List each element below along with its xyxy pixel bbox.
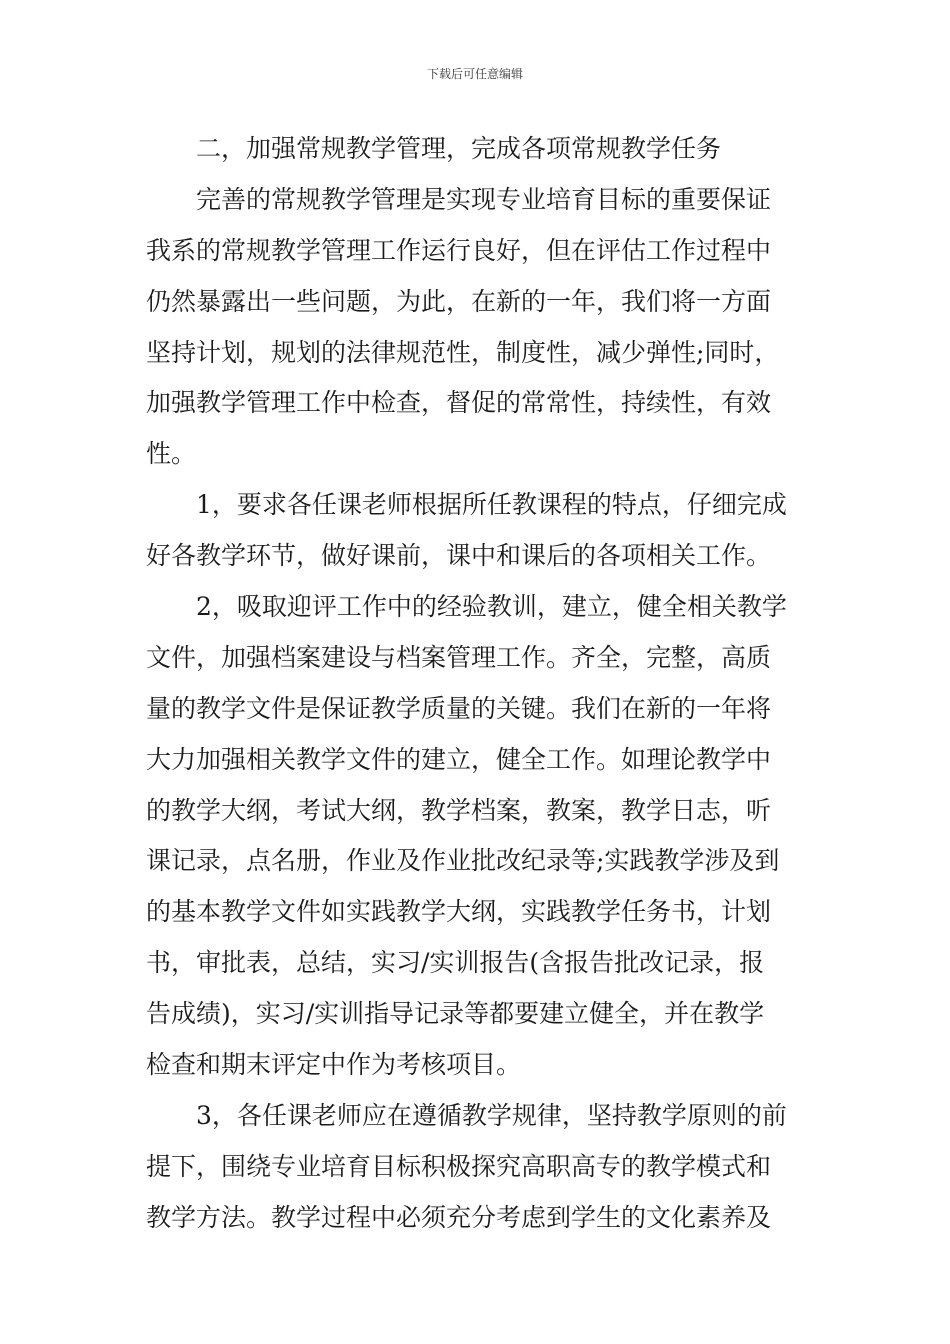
list-item-2-line: 书，审批表，总结，实习/实训报告(含报告批改记录，报: [146, 948, 765, 978]
list-item-1-line: 好各教学环节，做好课前，课中和课后的各项相关工作。: [146, 541, 772, 571]
document-body: [146, 124, 816, 1244]
list-item-2-line: 大力加强相关教学文件的建立，健全工作。如理论教学中: [146, 744, 772, 774]
list-item-3-line: 提下，围绕专业培育目标积极探究高职高专的教学模式和: [146, 1151, 772, 1181]
list-item-2-line: 课记录，点名册，作业及作业批改纪录等;实践教学涉及到: [146, 846, 780, 876]
list-item-1-line: 1，要求各任课老师根据所任教课程的特点，仔细完成: [196, 490, 787, 520]
list-item-2-line: 的基本教学文件如实践教学大纲，实践教学任务书，计划: [146, 897, 772, 927]
list-item-3-line: 教学方法。教学过程中必须充分考虑到学生的文化素养及: [146, 1202, 772, 1232]
paragraph-line: 加强教学管理工作中检查，督促的常常性，持续性，有效: [146, 388, 772, 418]
paragraph-line: 坚持计划，规划的法律规范性，制度性，减少弹性;同时，: [146, 337, 780, 367]
list-item-3-line: 3，各任课老师应在遵循教学规律，坚持教学原则的前: [196, 1100, 787, 1130]
paragraph-line: 性。: [146, 439, 197, 469]
list-item-2-line: 检查和期末评定中作为考核项目。: [146, 1050, 522, 1080]
list-item-2-line: 文件，加强档案建设与档案管理工作。齐全，完整，高质: [146, 642, 772, 672]
paragraph-line: 我系的常规教学管理工作运行良好，但在评估工作过程中: [146, 235, 772, 265]
list-item-2-line: 的教学大纲，考试大纲，教学档案，教案，教学日志，听: [146, 795, 772, 825]
page-header: 下载后可任意编辑: [426, 67, 523, 81]
paragraph-line: 完善的常规教学管理是实现专业培育目标的重要保证: [196, 184, 772, 214]
paragraph-line: 仍然暴露出一些问题，为此，在新的一年，我们将一方面: [146, 286, 772, 316]
list-item-2-line: 2，吸取迎评工作中的经验教训，建立，健全相关教学: [196, 592, 787, 622]
section-heading: 二，加强常规教学管理，完成各项常规教学任务: [196, 134, 722, 163]
list-item-2-line: 量的教学文件是保证教学质量的关键。我们在新的一年将: [146, 693, 772, 723]
list-item-2-line: 告成绩)，实习/实训指导记录等都要建立健全，并在教学: [146, 999, 765, 1029]
